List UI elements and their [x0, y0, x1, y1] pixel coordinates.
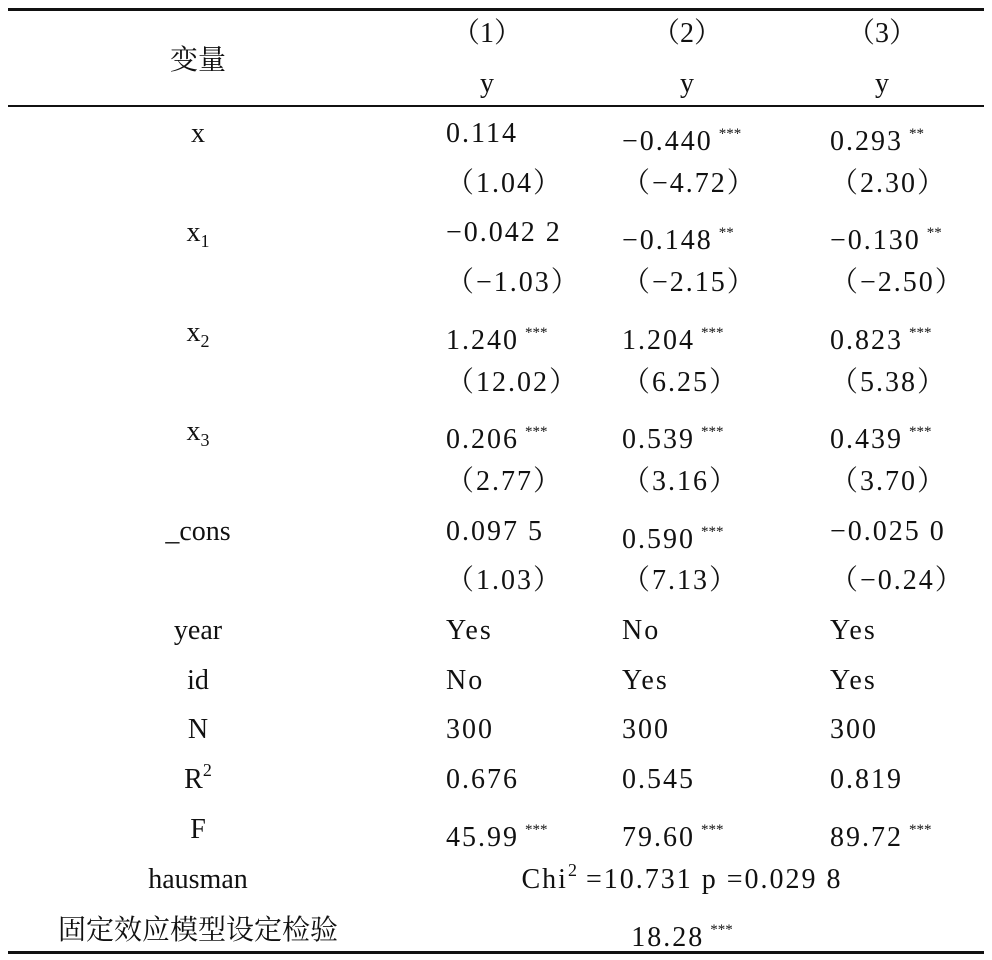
cell-value: （5.38） [830, 367, 948, 398]
row-label-subscript: 2 [200, 331, 210, 351]
top-rule [8, 8, 984, 11]
cell-value: （12.02） [446, 367, 580, 398]
significance-stars: *** [718, 126, 742, 142]
cell-value: 300 [622, 714, 670, 745]
row-label [18, 561, 378, 601]
table-cell [592, 611, 782, 651]
cell-value: 0.819 [830, 764, 903, 795]
row-label-text: x [186, 317, 201, 348]
cell-value: 0.293 [830, 126, 903, 157]
cell-value: （2.30） [830, 168, 948, 199]
row-label-text: R [184, 764, 203, 795]
row-label-superscript: 2 [202, 760, 212, 780]
cell-value: （−1.03） [446, 267, 581, 298]
variable-header: 变量 [169, 43, 226, 76]
model-2-dependent: y [680, 68, 694, 99]
cell-value: 0.206 [446, 424, 519, 455]
table-cell [592, 462, 782, 502]
table-cell [382, 760, 592, 800]
cell-value: 45.99 [446, 822, 519, 853]
cell-value: 1.240 [446, 325, 519, 356]
model-2-number: （2） [651, 18, 722, 49]
table-cell [382, 661, 592, 701]
table-cell [592, 710, 782, 750]
table-cell [592, 810, 782, 853]
bottom-rule [8, 951, 984, 954]
fe-test-stars: *** [710, 922, 733, 938]
table-cell [782, 661, 982, 701]
table-cell [592, 760, 782, 800]
hausman-label: hausman [148, 864, 248, 895]
row-label-text: x [191, 118, 205, 149]
table-cell [592, 213, 782, 256]
cell-value: 0.539 [622, 424, 695, 455]
header-rule [8, 105, 984, 107]
row-label [18, 263, 378, 303]
cell-value: −0.130 [830, 225, 921, 256]
table-cell [382, 561, 592, 601]
cell-value: 0.114 [446, 118, 518, 149]
cell-value: No [622, 615, 661, 646]
table-cell [782, 710, 982, 750]
table-cell [782, 760, 982, 800]
significance-stars: *** [701, 822, 724, 838]
row-label [18, 661, 378, 701]
table-cell [592, 313, 782, 356]
row-label-subscript: 3 [200, 430, 210, 450]
table-cell [782, 561, 982, 601]
table-cell [382, 611, 592, 651]
row-label-subscript: 1 [200, 231, 210, 251]
model-3-dependent: y [875, 68, 889, 99]
row-label-text: x [186, 416, 201, 447]
row-label-text: year [173, 615, 223, 646]
table-cell [592, 561, 782, 601]
table-cell [382, 363, 592, 403]
table-cell [592, 164, 782, 204]
row-label [18, 164, 378, 204]
row-label [18, 760, 378, 800]
cell-value: 0.545 [622, 764, 695, 795]
row-label [18, 512, 378, 552]
row-label-text: F [190, 814, 206, 845]
cell-value: −0.440 [622, 126, 713, 157]
table-cell [382, 462, 592, 502]
significance-stars: *** [909, 424, 932, 440]
significance-stars: ** [926, 225, 942, 241]
table-cell [782, 213, 982, 256]
table-cell [382, 213, 592, 253]
table-cell [782, 363, 982, 403]
row-label-text: id [187, 665, 209, 696]
cell-value: 0.823 [830, 325, 903, 356]
table-cell [382, 313, 592, 356]
table-cell [782, 810, 982, 853]
cell-value: 0.439 [830, 424, 903, 455]
table-cell [782, 462, 982, 502]
row-label [18, 810, 378, 850]
cell-value: （−4.72） [622, 168, 757, 199]
hausman-stat [382, 860, 982, 900]
significance-stars: *** [525, 822, 548, 838]
table-cell [592, 512, 782, 555]
table-cell [592, 661, 782, 701]
table-cell [782, 114, 982, 157]
table-cell [782, 412, 982, 455]
cell-value: （2.77） [446, 466, 564, 497]
cell-value: Yes [830, 615, 877, 646]
cell-value: 1.204 [622, 325, 695, 356]
row-label [18, 611, 378, 651]
model-3-number: （3） [846, 18, 917, 49]
table-cell [782, 263, 982, 303]
row-label [18, 462, 378, 502]
table-cell [592, 114, 782, 157]
table-cell [592, 363, 782, 403]
table-cell [592, 263, 782, 303]
model-1-dependent: y [480, 68, 494, 99]
row-label [18, 412, 378, 452]
cell-value: 0.590 [622, 524, 695, 555]
cell-value: No [446, 665, 485, 696]
table-cell [382, 710, 592, 750]
cell-value: 300 [830, 714, 878, 745]
table-cell [782, 611, 982, 651]
cell-value: Yes [446, 615, 493, 646]
row-label [18, 710, 378, 750]
cell-value: （−2.50） [830, 267, 965, 298]
cell-value: （−0.24） [830, 565, 965, 596]
row-label [18, 363, 378, 403]
cell-value: 300 [446, 714, 494, 745]
significance-stars: *** [525, 424, 548, 440]
cell-value: （6.25） [622, 367, 740, 398]
cell-value: 0.676 [446, 764, 519, 795]
significance-stars: *** [909, 325, 932, 341]
cell-value: −0.148 [622, 225, 713, 256]
cell-value: 0.097 5 [446, 516, 544, 547]
fe-test-label: 固定效应模型设定检验 [57, 913, 338, 946]
cell-value: （−2.15） [622, 267, 757, 298]
hausman-value: =10.731 p =0.029 8 [576, 864, 843, 895]
cell-value: −0.025 0 [830, 516, 946, 547]
table-cell [782, 164, 982, 204]
table-cell [782, 512, 982, 552]
row-label [18, 313, 378, 353]
table-cell [382, 263, 592, 303]
fe-test-value: 18.28 [631, 922, 705, 953]
hausman-chi: Chi [521, 864, 568, 895]
table-cell [592, 412, 782, 455]
cell-value: （7.13） [622, 565, 740, 596]
row-label-text: _cons [165, 516, 231, 547]
significance-stars: *** [701, 424, 724, 440]
significance-stars: *** [525, 325, 548, 341]
cell-value: 89.72 [830, 822, 903, 853]
cell-value: （1.04） [446, 168, 564, 199]
significance-stars: *** [909, 822, 932, 838]
cell-value: （3.70） [830, 466, 948, 497]
significance-stars: ** [909, 126, 924, 142]
cell-value: −0.042 2 [446, 217, 562, 248]
row-label-text: x [186, 217, 201, 248]
fe-test-stat [382, 910, 982, 953]
significance-stars: *** [701, 325, 724, 341]
row-label [18, 114, 378, 154]
significance-stars: ** [718, 225, 734, 241]
cell-value: （3.16） [622, 466, 740, 497]
table-cell [382, 114, 592, 154]
cell-value: （1.03） [446, 565, 564, 596]
table-cell [782, 313, 982, 356]
cell-value: Yes [622, 665, 669, 696]
table-cell [382, 412, 592, 455]
significance-stars: *** [701, 524, 724, 540]
row-label-text: N [187, 714, 209, 745]
table-cell [382, 810, 592, 853]
row-label [18, 213, 378, 253]
table-cell [382, 164, 592, 204]
cell-value: Yes [830, 665, 877, 696]
table-cell [382, 512, 592, 552]
cell-value: 79.60 [622, 822, 695, 853]
model-1-number: （1） [451, 18, 522, 49]
hausman-chi-sup: 2 [567, 860, 577, 880]
